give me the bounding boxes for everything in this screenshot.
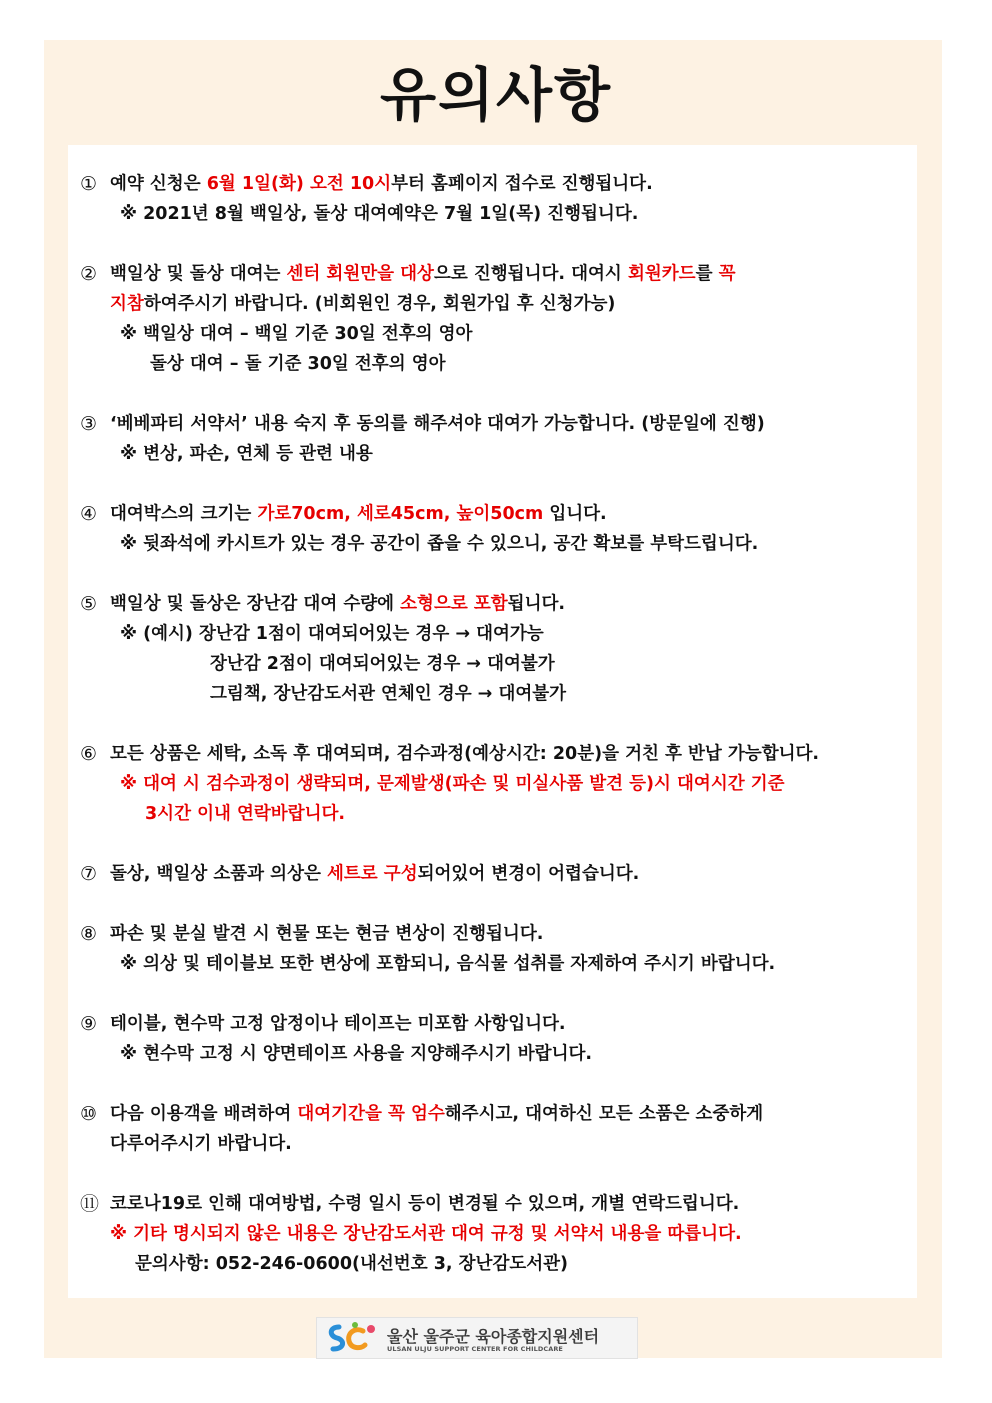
notice-number-5: ⑤ (80, 593, 98, 615)
page-title: 유의사항 (379, 61, 613, 129)
notice-text: 코로나19로 인해 대여방법, 수령 일시 등이 변경될 수 있으며, 개별 연락드립니다. (110, 1194, 740, 1214)
notice-2-line (150, 352, 446, 376)
notice-text: 그림책, 장난감도서관 연체인 경우 → 대여불가 (210, 684, 567, 704)
notice-11-line (110, 1192, 739, 1216)
notice-number-10: ⑩ (80, 1103, 98, 1125)
notice-text: ※ 백일상 대여 – 백일 기준 30일 전후의 영아 (120, 324, 473, 344)
notice-2-line (110, 292, 615, 316)
notice-number-11: ⑪ (80, 1193, 100, 1215)
notice-5-line (110, 592, 565, 616)
center-logo-icon (325, 1321, 383, 1355)
notice-number-6: ⑥ (80, 743, 98, 765)
notice-5-line (120, 622, 544, 646)
notice-11-line (110, 1222, 742, 1246)
notice-text: 테이블, 현수막 고정 압정이나 테이프는 미포함 사항입니다. (110, 1014, 566, 1034)
center-name: 울산 울주군 육아종합지원센터 (387, 1327, 600, 1346)
notice-text: 으로 진행됩니다. 대여시 (433, 264, 628, 284)
notice-11-line (135, 1252, 568, 1276)
highlighted-text: 소형으로 포함 (400, 594, 508, 614)
notice-text: 문의사항: 052-246-0600(내선번호 3, 장난감도서관) (135, 1254, 569, 1274)
notice-6-line (120, 772, 785, 796)
notice-text: ‘베베파티 서약서’ 내용 숙지 후 동의를 해주셔야 대여가 가능합니다. (방문일에 진행) (110, 414, 765, 434)
notice-10-line (110, 1102, 763, 1126)
notice-text: 다루어주시기 바랍니다. (110, 1134, 292, 1154)
notice-number-3: ③ (80, 413, 98, 435)
notice-text: ※ 뒷좌석에 카시트가 있는 경우 공간이 좁을 수 있으니, 공간 확보를 부탁드립니다. (120, 534, 759, 554)
notice-6-line (145, 802, 345, 826)
center-logo-banner (316, 1317, 638, 1359)
notice-text: 됩니다. (507, 594, 566, 614)
notice-number-4: ④ (80, 503, 98, 525)
highlighted-text: 지참 (110, 294, 144, 314)
notice-3-line (120, 442, 373, 466)
notice-text: 백일상 및 돌상 대여는 (110, 264, 287, 284)
notice-text: ※ 현수막 고정 시 양면테이프 사용을 지양해주시기 바랍니다. (120, 1044, 593, 1064)
highlighted-text: 6월 1일(화) 오전 10시 (206, 174, 392, 194)
highlighted-text: 세트로 구성 (326, 864, 418, 884)
notice-9-line (110, 1012, 566, 1036)
notice-number-8: ⑧ (80, 923, 98, 945)
highlighted-text: 3시간 이내 연락바랍니다. (145, 804, 346, 824)
notice-text: 돌상, 백일상 소품과 의상은 (110, 864, 327, 884)
highlighted-text: 가로70cm, 세로45cm, 높이50cm (257, 504, 544, 524)
notice-4-line (120, 532, 758, 556)
notice-4-line (110, 502, 607, 526)
notice-text: 예약 신청은 (110, 174, 207, 194)
notice-text: 하여주시기 바랍니다. (비회원인 경우, 회원가입 후 신청가능) (143, 294, 616, 314)
notice-6-line (110, 742, 819, 766)
notice-text: 를 (695, 264, 719, 284)
notice-8-line (110, 922, 543, 946)
notice-number-9: ⑨ (80, 1013, 98, 1035)
notice-text: ※ 2021년 8월 백일상, 돌상 대여예약은 7월 1일(목) 진행됩니다. (120, 204, 639, 224)
notice-text: 모든 상품은 세탁, 소독 후 대여되며, 검수과정(예상시간: 20분)을 거친 후 반납 가능합니다. (110, 744, 820, 764)
notice-text: 다음 이용객을 배려하여 (110, 1104, 298, 1124)
notice-number-7: ⑦ (80, 863, 98, 885)
notice-text: 파손 및 분실 발견 시 현물 또는 현금 변상이 진행됩니다. (110, 924, 544, 944)
center-english-name: ULSAN ULJU SUPPORT CENTER FOR CHILDCARE (387, 1345, 563, 1353)
notice-8-line (120, 952, 775, 976)
notice-1-line (120, 202, 638, 226)
highlighted-text: 센터 회원만을 대상 (286, 264, 434, 284)
notice-9-line (120, 1042, 592, 1066)
highlighted-text: 꼭 (718, 264, 736, 284)
notice-5-line (210, 682, 566, 706)
notice-text: 되어있어 변경이 어렵습니다. (417, 864, 640, 884)
notice-10-line (110, 1132, 292, 1156)
notice-text: ※ 변상, 파손, 연체 등 관련 내용 (120, 444, 373, 464)
highlighted-text: 대여기간을 꼭 엄수 (297, 1104, 445, 1124)
notice-2-line (110, 262, 735, 286)
notice-number-2: ② (80, 263, 98, 285)
notice-text: 대여박스의 크기는 (110, 504, 258, 524)
notice-text: 입니다. (543, 504, 607, 524)
notice-text: 부터 홈페이지 접수로 진행됩니다. (391, 174, 653, 194)
notice-text: ※ (예시) 장난감 1점이 대여되어있는 경우 → 대여가능 (120, 624, 544, 644)
notice-text: 돌상 대여 – 돌 기준 30일 전후의 영아 (150, 354, 446, 374)
highlighted-text: ※ 기타 명시되지 않은 내용은 장난감도서관 대여 규정 및 서약서 내용을 따릅니다. (110, 1224, 742, 1244)
highlighted-text: ※ 대여 시 검수과정이 생략되며, 문제발생(파손 및 미실사품 발견 등)시 대여시간 기준 (120, 774, 785, 794)
notice-text: 해주시고, 대여하신 모든 소품은 소중하게 (444, 1104, 764, 1124)
notice-1-line (110, 172, 653, 196)
notice-text: ※ 의상 및 테이블보 또한 변상에 포함되니, 음식물 섭취를 자제하여 주시기 바랍니다. (120, 954, 776, 974)
notice-text: 장난감 2점이 대여되어있는 경우 → 대여불가 (210, 654, 555, 674)
notice-3-line (110, 412, 765, 436)
notice-text: 백일상 및 돌상은 장난감 대여 수량에 (110, 594, 401, 614)
notice-7-line (110, 862, 639, 886)
notice-2-line (120, 322, 472, 346)
highlighted-text: 회원카드 (627, 264, 696, 284)
notice-5-line (210, 652, 555, 676)
notice-number-1: ① (80, 173, 98, 195)
